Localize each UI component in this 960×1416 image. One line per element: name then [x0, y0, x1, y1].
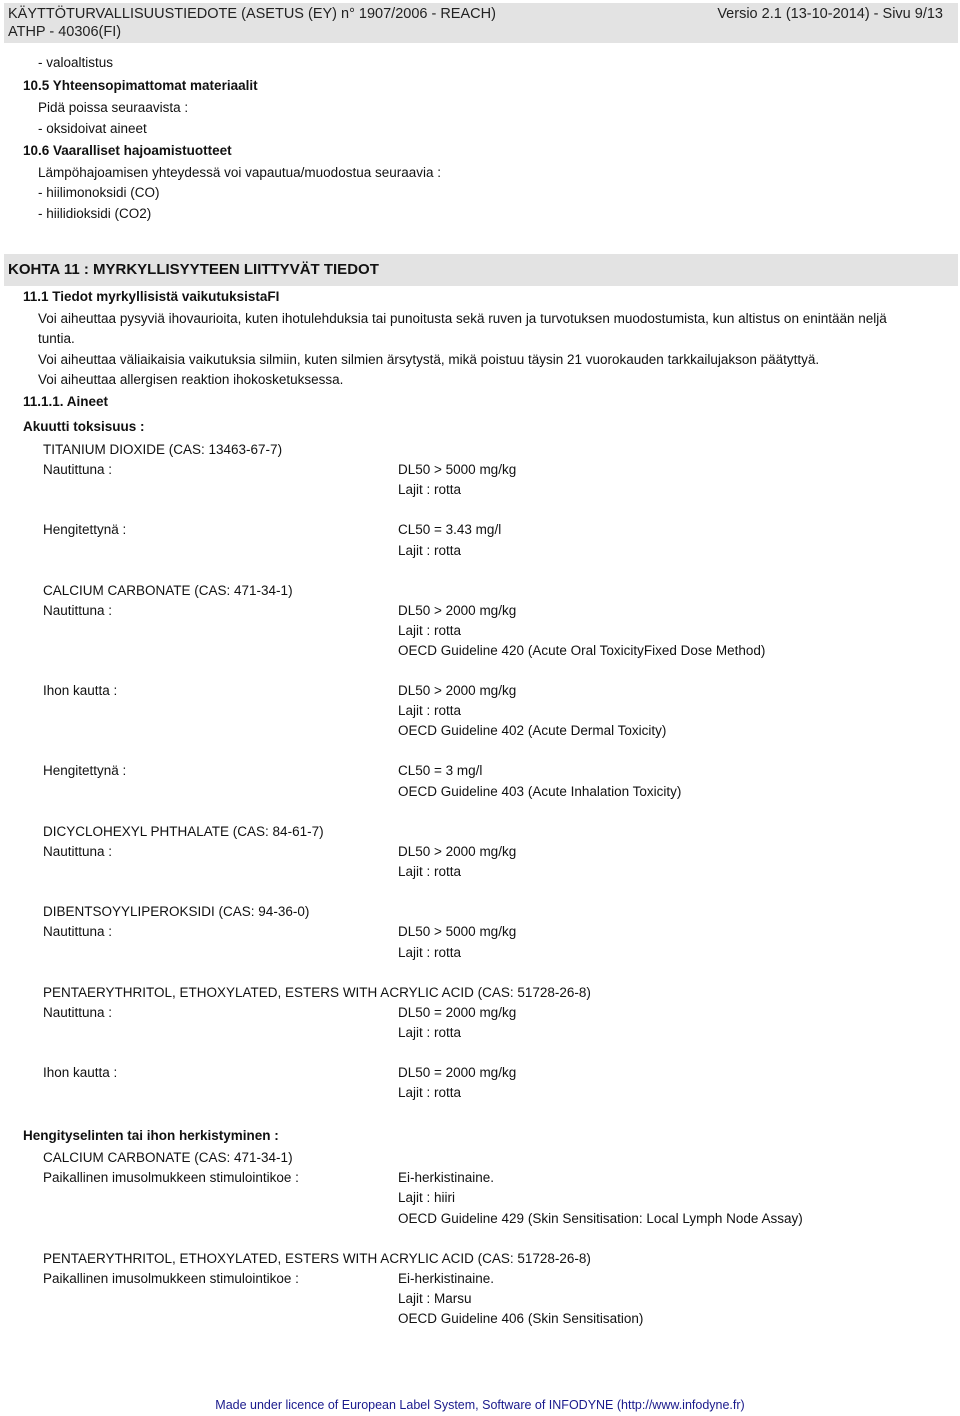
- document-title: KÄYTTÖTURVALLISUUSTIEDOTE (ASETUS (EY) n° 1907/2006 - REACH): [8, 6, 496, 22]
- exposure-route-label: Nautittuna :: [43, 462, 113, 477]
- substance-name: PENTAERYTHRITOL, ETHOXYLATED, ESTERS WITH ACRYLIC ACID (CAS: 51728-26-8): [43, 1251, 591, 1266]
- substance-name: PENTAERYTHRITOL, ETHOXYLATED, ESTERS WITH ACRYLIC ACID (CAS: 51728-26-8): [43, 985, 591, 1000]
- species-value: Lajit : rotta: [398, 864, 462, 879]
- substance-name: CALCIUM CARBONATE (CAS: 471-34-1): [43, 583, 293, 598]
- paragraph-3: Voi aiheuttaa allergisen reaktion ihokosketuksessa.: [38, 372, 344, 387]
- substance-name: TITANIUM DIOXIDE (CAS: 13463-67-7): [43, 442, 283, 457]
- toxicity-value: DL50 > 5000 mg/kg: [398, 462, 517, 477]
- species-value: Lajit : rotta: [398, 1085, 462, 1100]
- guideline-value: OECD Guideline 403 (Acute Inhalation Toxicity): [398, 784, 682, 799]
- section-11-title: KOHTA 11 : MYRKYLLISYYTEEN LIITTYVÄT TIEDOT: [8, 261, 379, 278]
- exposure-route-label: Nautittuna :: [43, 1005, 113, 1020]
- guideline-value: OECD Guideline 402 (Acute Dermal Toxicity): [398, 723, 667, 738]
- species-value: Lajit : rotta: [398, 623, 462, 638]
- section-10-6-intro: Lämpöhajoamisen yhteydessä voi vapautua/muodostua seuraavia :: [38, 165, 442, 180]
- result-value: Ei-herkistinaine.: [398, 1271, 495, 1286]
- paragraph-1-line-1: Voi aiheuttaa pysyviä ihovaurioita, kuten ihotulehduksia tai punoitusta sekä ruven ja turvotuksen muodostumista, kun altistus on enintään neljä: [38, 311, 887, 326]
- toxicity-value: DL50 > 5000 mg/kg: [398, 924, 517, 939]
- exposure-route-label: Nautittuna :: [43, 844, 113, 859]
- section-11-1-title: 11.1 Tiedot myrkyllisistä vaikutuksistaFI: [23, 289, 280, 304]
- exposure-route-label: Hengitettynä :: [43, 522, 127, 537]
- exposure-route-label: Hengitettynä :: [43, 763, 127, 778]
- section-10-5-intro: Pidä poissa seuraavista :: [38, 100, 189, 115]
- guideline-value: OECD Guideline 429 (Skin Sensitisation: Local Lymph Node Assay): [398, 1211, 803, 1226]
- species-value: Lajit : rotta: [398, 945, 462, 960]
- guideline-value: OECD Guideline 406 (Skin Sensitisation): [398, 1311, 644, 1326]
- product-code: ATHP - 40306(FI): [8, 24, 122, 40]
- species-value: Lajit : rotta: [398, 1025, 462, 1040]
- acute-toxicity-title: Akuutti toksisuus :: [23, 419, 145, 434]
- result-value: Ei-herkistinaine.: [398, 1170, 495, 1185]
- species-value: Lajit : hiiri: [398, 1190, 456, 1205]
- species-value: Lajit : Marsu: [398, 1291, 472, 1306]
- exposure-line: - valoaltistus: [38, 55, 114, 70]
- guideline-value: OECD Guideline 420 (Acute Oral ToxicityFixed Dose Method): [398, 643, 766, 658]
- toxicity-value: DL50 > 2000 mg/kg: [398, 844, 517, 859]
- test-method-label: Paikallinen imusolmukkeen stimulointikoe :: [43, 1271, 299, 1286]
- species-value: Lajit : rotta: [398, 482, 462, 497]
- toxicity-value: CL50 = 3 mg/l: [398, 763, 483, 778]
- sensitisation-title: Hengityselinten tai ihon herkistyminen :: [23, 1128, 279, 1143]
- exposure-route-label: Ihon kautta :: [43, 683, 118, 698]
- footer-licence-text: Made under licence of European Label System, Software of INFODYNE (http://www.infodyne.fr): [215, 1398, 745, 1412]
- exposure-route-label: Nautittuna :: [43, 603, 113, 618]
- toxicity-value: DL50 > 2000 mg/kg: [398, 603, 517, 618]
- toxicity-value: DL50 > 2000 mg/kg: [398, 683, 517, 698]
- substance-name: DICYCLOHEXYL PHTHALATE (CAS: 84-61-7): [43, 824, 324, 839]
- test-method-label: Paikallinen imusolmukkeen stimulointikoe :: [43, 1170, 299, 1185]
- toxicity-value: CL50 = 3.43 mg/l: [398, 522, 502, 537]
- exposure-route-label: Nautittuna :: [43, 924, 113, 939]
- toxicity-value: DL50 = 2000 mg/kg: [398, 1005, 517, 1020]
- species-value: Lajit : rotta: [398, 543, 462, 558]
- section-10-6-title: 10.6 Vaaralliset hajoamistuotteet: [23, 143, 232, 158]
- substance-name: CALCIUM CARBONATE (CAS: 471-34-1): [43, 1150, 293, 1165]
- section-10-6-item-2: - hiilidioksidi (CO2): [38, 206, 152, 221]
- section-10-5-item: - oksidoivat aineet: [38, 121, 147, 136]
- paragraph-1-line-2: tuntia.: [38, 331, 75, 346]
- substances-title: 11.1.1. Aineet: [23, 394, 109, 409]
- section-10-6-item-1: - hiilimonoksidi (CO): [38, 185, 160, 200]
- exposure-route-label: Ihon kautta :: [43, 1065, 118, 1080]
- section-10-5-title: 10.5 Yhteensopimattomat materiaalit: [23, 78, 258, 93]
- version-page-info: Versio 2.1 (13-10-2014) - Sivu 9/13: [717, 6, 943, 22]
- substance-name: DIBENTSOYYLIPEROKSIDI (CAS: 94-36-0): [43, 904, 310, 919]
- toxicity-value: DL50 = 2000 mg/kg: [398, 1065, 517, 1080]
- paragraph-2: Voi aiheuttaa väliaikaisia vaikutuksia silmiin, kuten silmien ärsytystä, mikä poistuu täysin 21 vuorokauden tarkkailujakson päätyttyä.: [38, 352, 820, 367]
- species-value: Lajit : rotta: [398, 703, 462, 718]
